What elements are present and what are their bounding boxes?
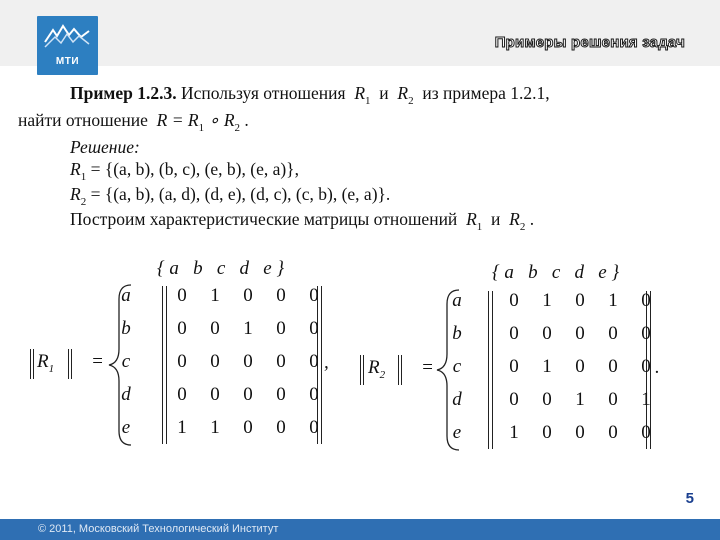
matrix2-cell: 0 bbox=[509, 290, 519, 311]
line1-sub1: 1 bbox=[365, 95, 371, 107]
matrix2-cell: 1 bbox=[509, 422, 519, 443]
line2-end: . bbox=[244, 110, 249, 130]
matrix1-sub: 1 bbox=[48, 363, 55, 375]
line2-sub1: 1 bbox=[198, 122, 205, 134]
matrix1-name-letter: R bbox=[37, 351, 49, 372]
r1-sub: 1 bbox=[80, 171, 87, 183]
line5-r1: R bbox=[466, 209, 477, 229]
matrix1-cell: 0 bbox=[177, 285, 187, 306]
footer-bar bbox=[0, 519, 720, 540]
norm-bar bbox=[30, 349, 31, 379]
matrices-intro-line bbox=[70, 209, 534, 232]
matrix2-cell: 0 bbox=[641, 323, 651, 344]
matrix1-cell: 0 bbox=[177, 318, 187, 339]
matrix2-header bbox=[492, 262, 619, 284]
matrix1-cell: 0 bbox=[243, 285, 253, 306]
norm-bar bbox=[360, 355, 361, 385]
line2-op: ∘ R bbox=[208, 110, 235, 130]
line5-end: . bbox=[529, 209, 535, 229]
matrix1-comma: , bbox=[324, 352, 329, 373]
matrix2-row-label: d bbox=[452, 389, 462, 410]
matrix1-cell: 0 bbox=[309, 285, 319, 306]
solution-label: Решение: bbox=[70, 137, 140, 157]
matrix2-sub: 2 bbox=[379, 369, 386, 381]
matrix1-header bbox=[157, 258, 284, 280]
matrix1-row-label: d bbox=[121, 384, 131, 405]
line2-text: найти отношение bbox=[18, 110, 148, 130]
matrix2-header-text: { a b c d e } bbox=[492, 262, 620, 283]
matrix2-cell: 0 bbox=[542, 422, 552, 443]
mti-logo bbox=[37, 16, 98, 75]
r2-definition bbox=[70, 184, 390, 207]
matrix1-cell: 1 bbox=[177, 417, 187, 438]
matrix1-cell: 0 bbox=[210, 318, 220, 339]
matrix2-cell: 1 bbox=[575, 389, 585, 410]
matrix1-equals: = bbox=[91, 351, 104, 372]
problem-line-2 bbox=[18, 110, 249, 133]
matrix2-row-label: c bbox=[452, 356, 462, 377]
r2-name: R bbox=[70, 184, 81, 204]
matrix2-cell: 0 bbox=[608, 422, 618, 443]
matrix-bar bbox=[166, 286, 167, 444]
mountains-icon bbox=[43, 22, 92, 50]
matrix2-cell: 1 bbox=[542, 290, 552, 311]
matrix2-name-letter: R bbox=[368, 357, 380, 378]
matrix1-cell: 0 bbox=[243, 351, 253, 372]
matrix2-row-label: b bbox=[452, 323, 462, 344]
top-bar bbox=[0, 0, 720, 66]
matrix2-cell: 1 bbox=[542, 356, 552, 377]
matrix-bar bbox=[492, 291, 493, 449]
page-number: 5 bbox=[685, 490, 694, 507]
matrix1-cell: 0 bbox=[276, 417, 286, 438]
r1-name: R bbox=[70, 159, 81, 179]
line1-r2: R bbox=[397, 83, 409, 103]
matrix2-cell: 0 bbox=[641, 290, 651, 311]
matrix2-cell: 0 bbox=[641, 422, 651, 443]
line5-r2: R bbox=[509, 209, 520, 229]
matrix2-cell: 0 bbox=[608, 323, 618, 344]
matrix2-row-label: e bbox=[452, 422, 462, 443]
copyright-text: © 2011, Московский Технологический Институт bbox=[38, 523, 279, 535]
line5-sub1: 1 bbox=[476, 221, 483, 233]
matrix1-cell: 0 bbox=[309, 384, 319, 405]
example-label: Пример 1.2.3. bbox=[70, 83, 177, 103]
matrix1-cell: 0 bbox=[177, 384, 187, 405]
matrix1-cell: 0 bbox=[243, 417, 253, 438]
matrix1-cell: 1 bbox=[210, 417, 220, 438]
matrix1-row-label: c bbox=[121, 351, 131, 372]
matrix2-cell: 0 bbox=[575, 422, 585, 443]
norm-bar bbox=[33, 349, 34, 379]
matrix1-cell: 0 bbox=[276, 351, 286, 372]
line5-and: и bbox=[491, 209, 501, 229]
matrix2-cell: 0 bbox=[608, 389, 618, 410]
matrix1-cell: 0 bbox=[243, 384, 253, 405]
matrix2-equals: = bbox=[421, 357, 434, 378]
matrix2-cell: 0 bbox=[575, 290, 585, 311]
problem-line-1 bbox=[70, 83, 550, 106]
matrix2-row-label: a bbox=[452, 290, 462, 311]
matrix1-cell: 0 bbox=[276, 285, 286, 306]
matrix2-cell: 0 bbox=[509, 356, 519, 377]
line2-formula: R = R bbox=[156, 110, 199, 130]
r2-value: = {(a, b), (a, d), (d, e), (d, c), (c, b), (e, a)}. bbox=[90, 184, 391, 204]
norm-bar bbox=[401, 355, 402, 385]
norm-bar bbox=[68, 349, 69, 379]
slide-title: Примеры решения задач bbox=[494, 34, 685, 51]
line1-text-a: Используя отношения bbox=[180, 83, 346, 103]
r1-value: = {(a, b), (b, c), (e, b), (e, a)}, bbox=[90, 159, 299, 179]
matrix1-row-label: b bbox=[121, 318, 131, 339]
line1-r1: R bbox=[354, 83, 366, 103]
line2-sub2: 2 bbox=[234, 122, 241, 134]
r1-definition bbox=[70, 159, 299, 182]
matrix2-cell: 0 bbox=[641, 356, 651, 377]
matrix1-cell: 0 bbox=[309, 318, 319, 339]
matrix2-cell: 0 bbox=[542, 389, 552, 410]
matrix-bar bbox=[162, 286, 163, 444]
matrix2-period: . bbox=[655, 357, 660, 378]
logo-text: МТИ bbox=[55, 56, 80, 67]
line5-sub2: 2 bbox=[519, 221, 526, 233]
matrix2-cell: 1 bbox=[641, 389, 651, 410]
r2-sub: 2 bbox=[80, 196, 87, 208]
matrix2-cell: 1 bbox=[608, 290, 618, 311]
matrix1-cell: 0 bbox=[309, 351, 319, 372]
matrix2-cell: 0 bbox=[575, 356, 585, 377]
matrix1-cell: 0 bbox=[177, 351, 187, 372]
matrix2-cell: 0 bbox=[608, 356, 618, 377]
line5-text: Построим характеристические матрицы отношений bbox=[70, 209, 458, 229]
matrix1-cell: 0 bbox=[210, 384, 220, 405]
norm-bar bbox=[363, 355, 364, 385]
matrix1-cell: 1 bbox=[243, 318, 253, 339]
matrix2-name bbox=[368, 357, 385, 379]
matrix1-header-text: { a b c d e } bbox=[157, 258, 285, 279]
matrix2-cell: 0 bbox=[509, 323, 519, 344]
line1-sub2: 2 bbox=[408, 95, 414, 107]
matrix2-cell: 0 bbox=[575, 323, 585, 344]
line1-and: и bbox=[379, 83, 389, 103]
matrix1-cell: 1 bbox=[210, 285, 220, 306]
matrix1-cell: 0 bbox=[210, 351, 220, 372]
matrix1-cell: 0 bbox=[276, 384, 286, 405]
matrix2-cell: 0 bbox=[509, 389, 519, 410]
norm-bar bbox=[71, 349, 72, 379]
line1-text-b: из примера 1.2.1, bbox=[422, 83, 550, 103]
matrix1-row-label: e bbox=[121, 417, 131, 438]
matrix1-cell: 0 bbox=[276, 318, 286, 339]
matrix1-row-label: a bbox=[121, 285, 131, 306]
matrix1-cell: 0 bbox=[309, 417, 319, 438]
matrix-bar bbox=[488, 291, 489, 449]
matrix1-name bbox=[37, 351, 54, 373]
matrix2-cell: 0 bbox=[542, 323, 552, 344]
norm-bar bbox=[398, 355, 399, 385]
